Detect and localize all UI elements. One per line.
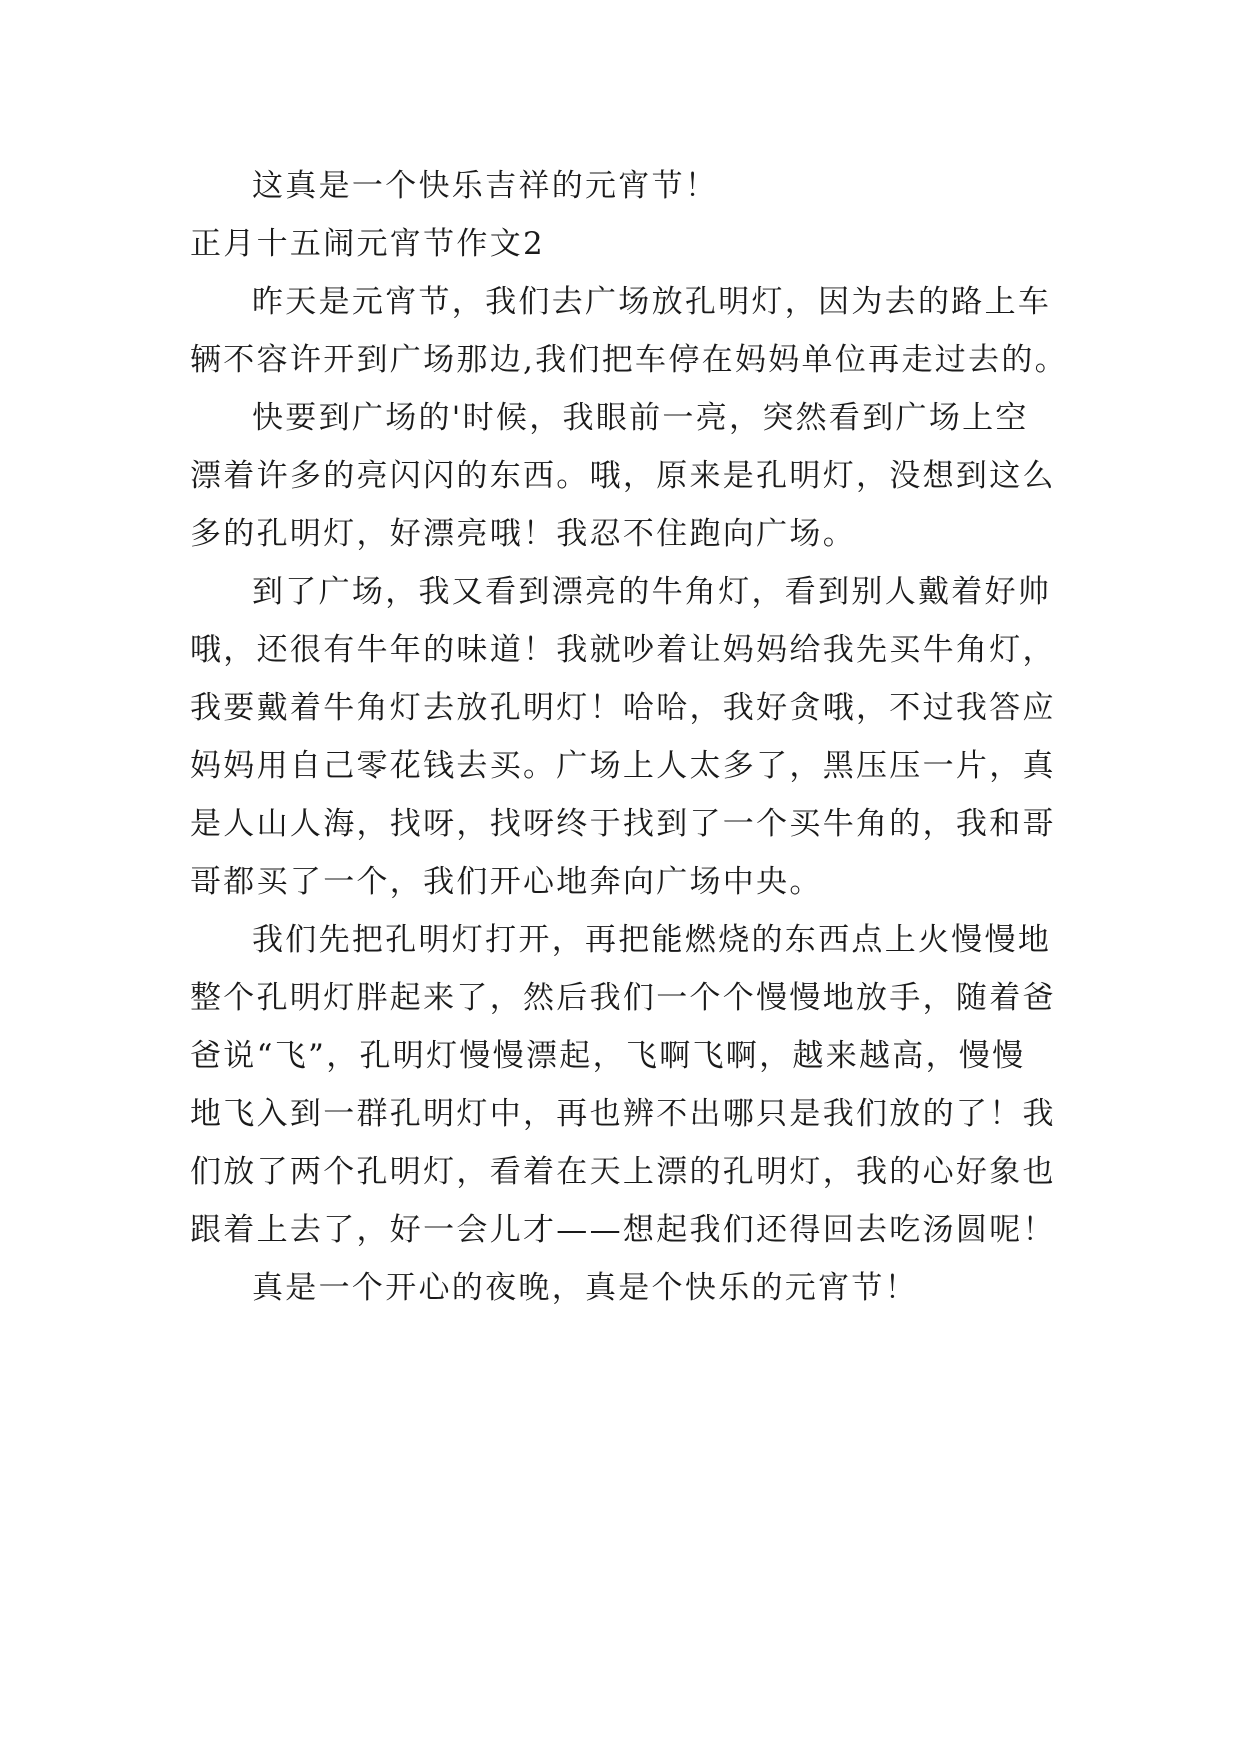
paragraph-4-line-5: 们放了两个孔明灯，看着在天上漂的孔明灯，我的心好象也 <box>190 1154 1056 1190</box>
closing-sentence-previous-essay: 这真是一个快乐吉祥的元宵节！ <box>252 168 719 204</box>
paragraph-4-line-6: 跟着上去了，好一会儿才——想起我们还得回去吃汤圆呢！ <box>190 1212 1056 1248</box>
paragraph-3-line-5: 是人山人海，找呀，找呀终于找到了一个买牛角的，我和哥 <box>190 806 1056 842</box>
essay-title: 正月十五闹元宵节作文2 <box>190 226 546 262</box>
paragraph-2-line-3: 多的孔明灯，好漂亮哦！我忍不住跑向广场。 <box>190 516 856 552</box>
paragraph-2-line-1: 快要到广场的'时候，我眼前一亮，突然看到广场上空 <box>252 400 1029 436</box>
paragraph-3-line-6: 哥都买了一个，我们开心地奔向广场中央。 <box>190 864 823 900</box>
paragraph-4-line-4: 地飞入到一群孔明灯中，再也辨不出哪只是我们放的了！我 <box>190 1096 1056 1132</box>
paragraph-4-line-1: 我们先把孔明灯打开，再把能燃烧的东西点上火慢慢地 <box>252 922 1052 958</box>
paragraph-3-line-4: 妈妈用自己零花钱去买。广场上人太多了，黑压压一片，真 <box>190 748 1056 784</box>
paragraph-1-line-1: 昨天是元宵节，我们去广场放孔明灯，因为去的路上车 <box>252 284 1052 320</box>
paragraph-3-line-1: 到了广场，我又看到漂亮的牛角灯，看到别人戴着好帅 <box>252 574 1052 610</box>
closing-paragraph: 真是一个开心的夜晚，真是个快乐的元宵节！ <box>252 1270 918 1306</box>
paragraph-4-line-2: 整个孔明灯胖起来了，然后我们一个个慢慢地放手，随着爸 <box>190 980 1056 1016</box>
paragraph-4-line-3: 爸说“飞”，孔明灯慢慢漂起，飞啊飞啊，越来越高，慢慢 <box>190 1038 1026 1074</box>
paragraph-3-line-3: 我要戴着牛角灯去放孔明灯！哈哈，我好贪哦，不过我答应 <box>190 690 1056 726</box>
paragraph-2-line-2: 漂着许多的亮闪闪的东西。哦，原来是孔明灯，没想到这么 <box>190 458 1056 494</box>
paragraph-3-line-2: 哦，还很有牛年的味道！我就吵着让妈妈给我先买牛角灯， <box>190 632 1056 668</box>
paragraph-1-line-2: 辆不容许开到广场那边,我们把车停在妈妈单位再走过去的。 <box>190 342 1068 378</box>
